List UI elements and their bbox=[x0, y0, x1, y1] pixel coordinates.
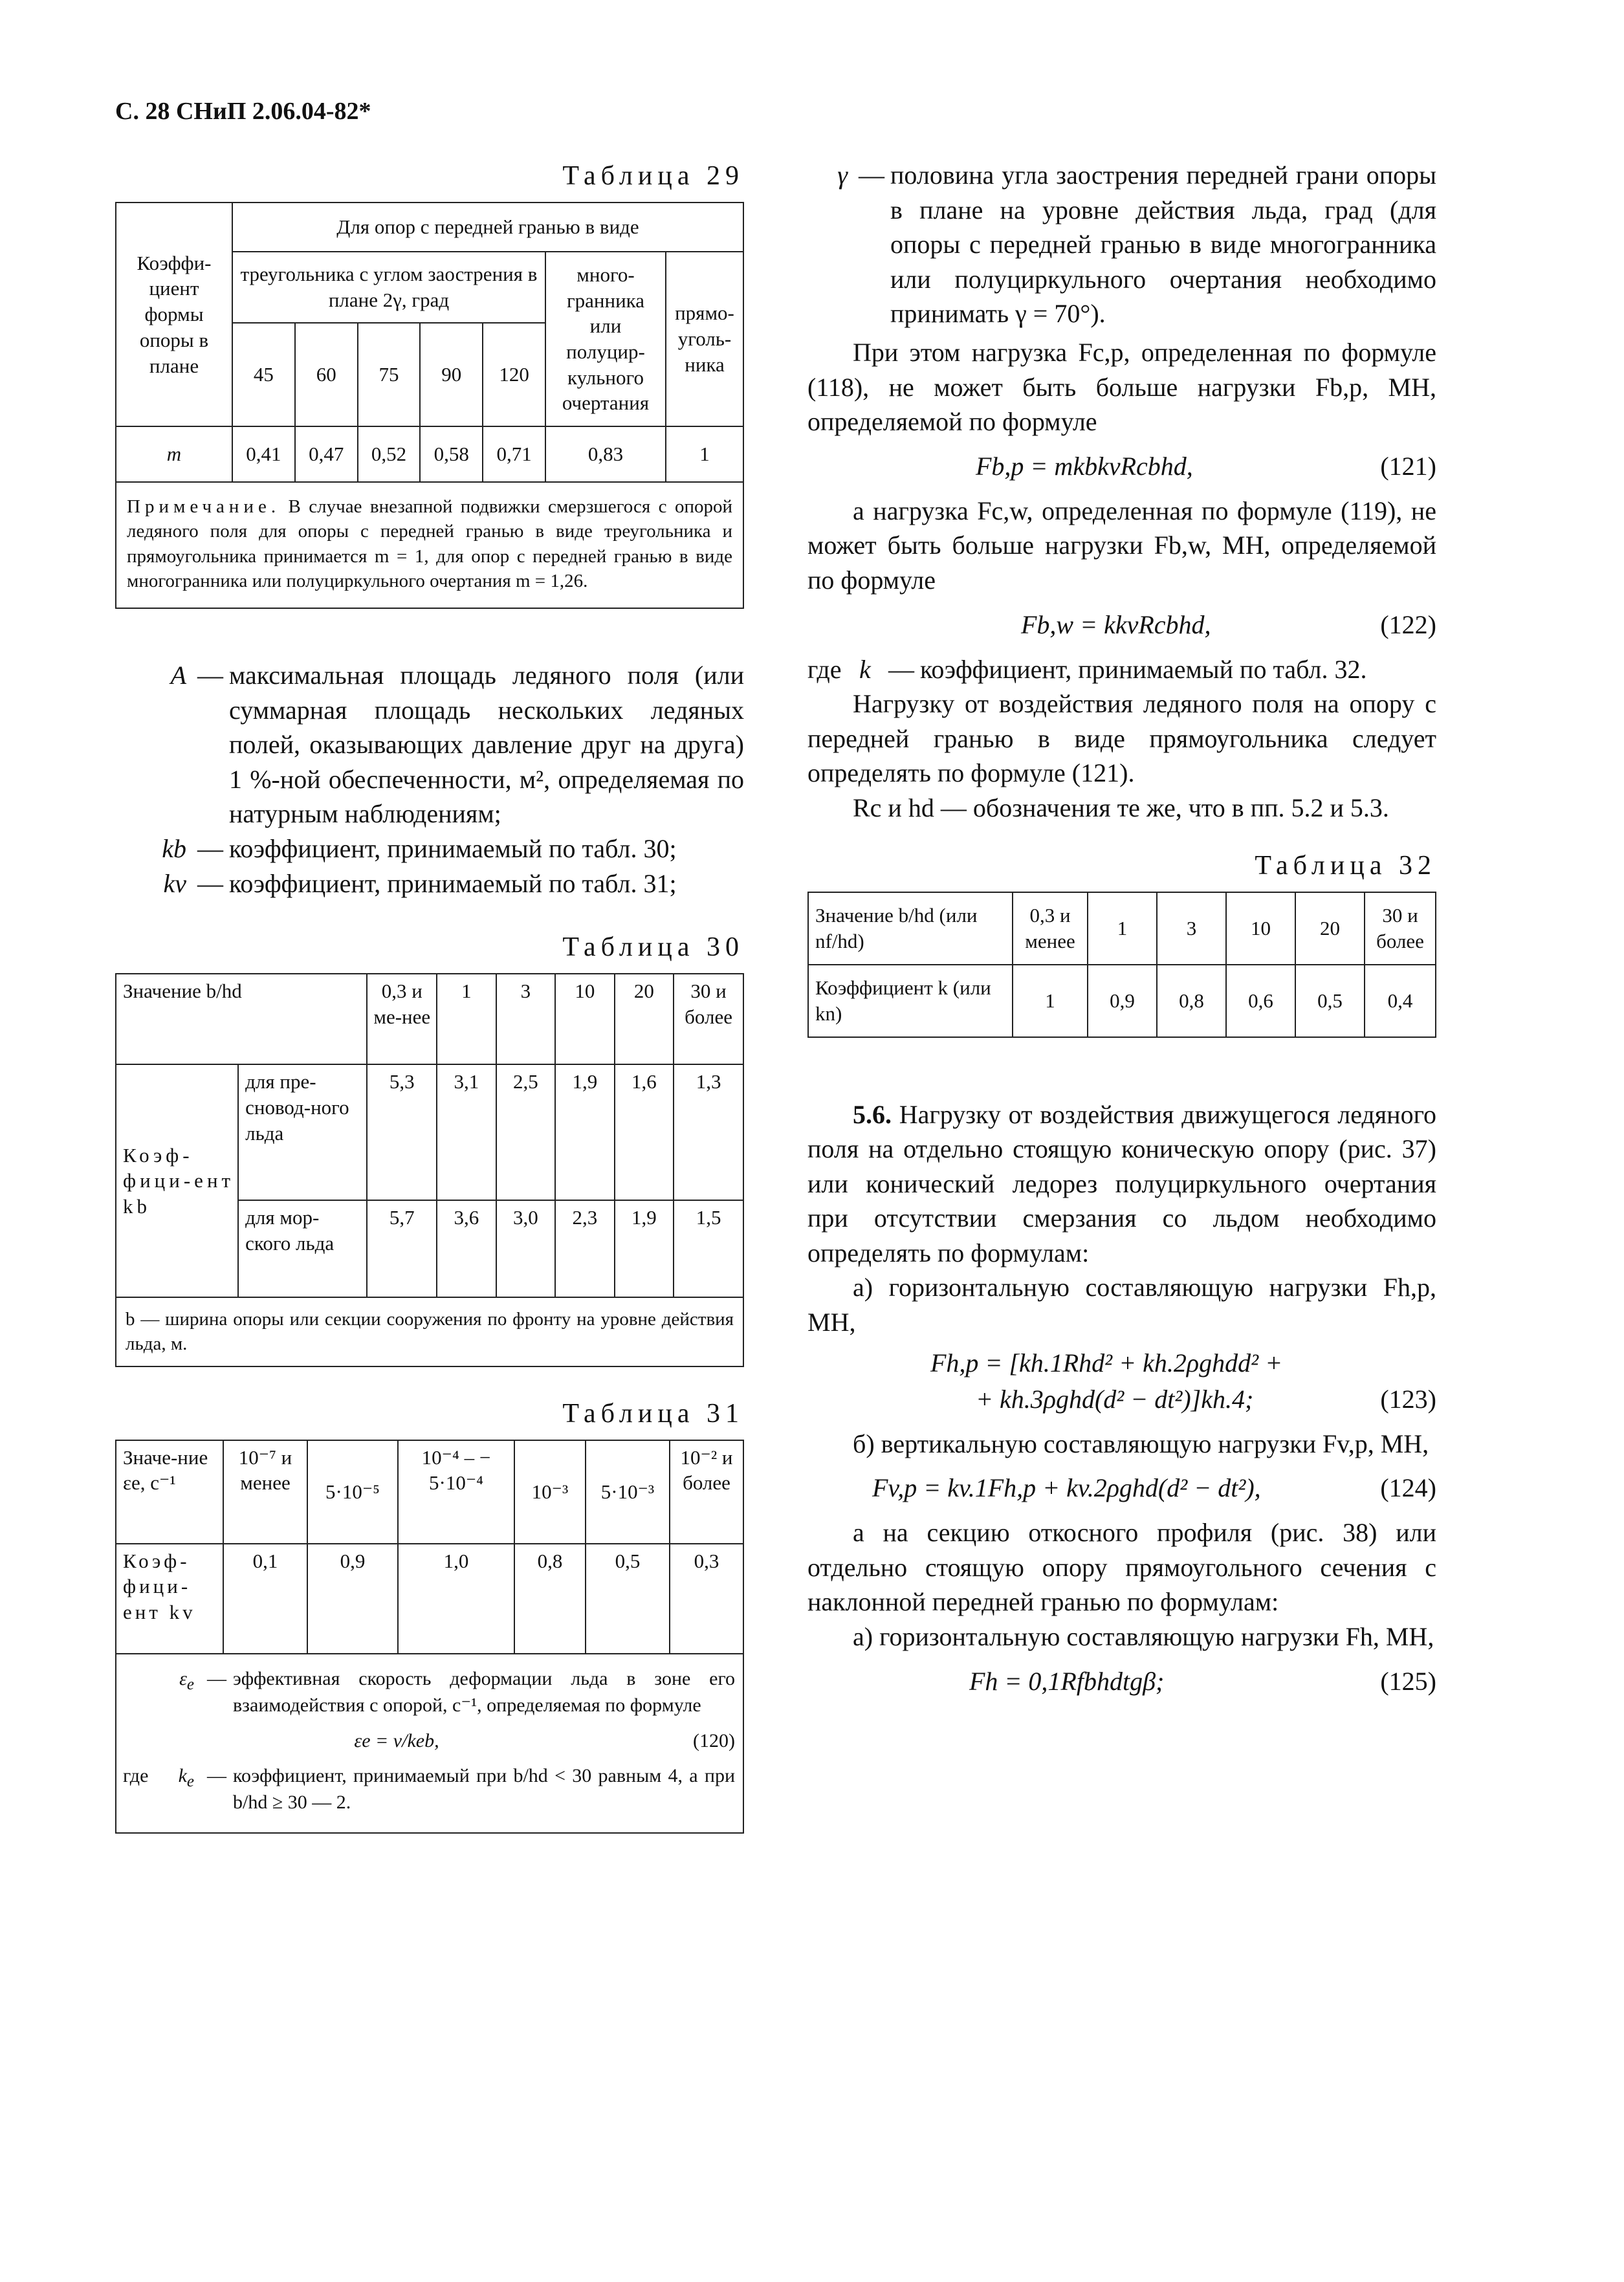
item-a1: а) горизонтальную составляющую нагрузки Fh,p, МН, bbox=[807, 1273, 1436, 1337]
t31-def1: эффективная скорость деформации льда в зоне его взаимодействия с опорой, с⁻¹, определяемая по формуле bbox=[233, 1667, 735, 1716]
t30-col: 10 bbox=[555, 974, 615, 1064]
t30-value: 1,9 bbox=[615, 1200, 674, 1297]
t29-value: 0,83 bbox=[545, 426, 666, 482]
t29-angle: 45 bbox=[232, 323, 295, 426]
paragraph-4: Rc и hd — обозначения те же, что в пп. 5.2 и 5.3. bbox=[853, 793, 1389, 822]
t29-value: 0,71 bbox=[483, 426, 545, 482]
t29-angle: 90 bbox=[420, 323, 483, 426]
formula-121: Fb,p = mkbkvRcbhd, bbox=[976, 451, 1193, 481]
t30-value: 3,1 bbox=[437, 1064, 496, 1200]
t31-col: 10⁻⁷ и менее bbox=[223, 1440, 307, 1544]
formula-125: Fh = 0,1Rfbhdtgβ; bbox=[969, 1666, 1165, 1696]
section-text: Нагрузку от воздействия движущегося ледяного поля на отдельно стоящую коническую опору (рис. 37) или конический ледорез полуциркульного очертания при отсутствии смерзания со льдом необходимо определять по формулам: bbox=[807, 1099, 1436, 1267]
t30-value: 5,7 bbox=[367, 1200, 437, 1297]
t32-value: 0,9 bbox=[1088, 965, 1157, 1037]
def-text: коэффициент, принимаемый по табл. 32. bbox=[920, 654, 1367, 684]
page-header: С. 28 СНиП 2.06.04-82* bbox=[115, 98, 371, 125]
t31-row-label: Коэф-фици-ент kv bbox=[116, 1544, 223, 1654]
t30-coef-label: Коэф-фици-ент kb bbox=[116, 1064, 238, 1297]
t32-col: 20 bbox=[1295, 892, 1365, 965]
table32-caption: Таблица 32 bbox=[1255, 850, 1436, 881]
def-symbol: kb bbox=[162, 834, 186, 864]
t29-angle: 120 bbox=[483, 323, 545, 426]
t29-coef-header: Коэффи-циент формы опоры в плане bbox=[116, 203, 232, 426]
t32-label-header: Значение b/hd (или nf/hd) bbox=[808, 892, 1013, 965]
table-31 bbox=[115, 1440, 744, 1834]
def-gamma: γ — половина угла заострения передней грани опоры в плане на уровне действия льда, град (для опоры с передней гранью в виде многогранника или полуциркульного очертания необходимо принимать γ = 70°). bbox=[807, 158, 1436, 331]
def-symbol: A bbox=[170, 661, 186, 690]
t29-note bbox=[116, 482, 743, 608]
item-a2: а) горизонтальную составляющую нагрузки Fh, МН, bbox=[853, 1622, 1434, 1652]
formula-121-row bbox=[807, 448, 1436, 485]
t31-def2: коэффициент, принимаемый при b/hd < 30 равным 4, а при b/hd ≥ 30 — 2. bbox=[233, 1764, 735, 1813]
t31-def-eps: $\varepsilon_e$ — эффективная скорость деформации льда в зоне его взаимодействия с опорой, с⁻¹, определяемая по формуле bbox=[123, 1666, 735, 1719]
formula-124-num: (124) bbox=[1380, 1473, 1436, 1503]
formula-121-num: (121) bbox=[1380, 451, 1436, 481]
table31-caption: Таблица 31 bbox=[562, 1398, 744, 1429]
t29-group-header: Для опор с передней гранью в виде bbox=[232, 203, 743, 252]
t30-col: 30 и более bbox=[674, 974, 743, 1064]
t30-col: 3 bbox=[496, 974, 556, 1064]
t31-value: 0,8 bbox=[514, 1544, 586, 1654]
left-column bbox=[115, 155, 744, 1834]
formula-122-num: (122) bbox=[1380, 609, 1436, 639]
t30-row2-label: для мор-ского льда bbox=[238, 1200, 367, 1297]
def-A: A — максимальная площадь ледяного поля (или суммарная площадь нескольких ледяных полей, оказывающих давление друг на друга) 1 %-ной обеспеченности, м², определяемая по натурным наблюдениям; bbox=[115, 658, 744, 831]
k-where: где bbox=[807, 654, 842, 684]
t32-col: 10 bbox=[1226, 892, 1295, 965]
t31-formula bbox=[123, 1729, 735, 1753]
formula-123-line1: Fh,p = [kh.1Rhd² + kh.2ρghdd² + bbox=[930, 1348, 1283, 1377]
t29-value: 0,58 bbox=[420, 426, 483, 482]
formula-122-row bbox=[807, 607, 1436, 643]
t31-notes bbox=[116, 1654, 743, 1834]
table-29 bbox=[115, 202, 744, 609]
t29-value: 0,47 bbox=[295, 426, 358, 482]
t30-col: 1 bbox=[437, 974, 496, 1064]
t32-row-label: Коэффициент k (или kn) bbox=[808, 965, 1013, 1037]
t30-value: 2,3 bbox=[555, 1200, 615, 1297]
t32-col: 0,3 и менее bbox=[1013, 892, 1088, 965]
t31-col: 10⁻² и более bbox=[670, 1440, 743, 1544]
t30-value: 3,0 bbox=[496, 1200, 556, 1297]
def-text: максимальная площадь ледяного поля (или суммарная площадь нескольких ледяных полей, оказывающих давление друг на друга) 1 %-ной обеспеченности, м², определяемая по натурным наблюдениям; bbox=[229, 661, 744, 829]
t31-col: 10⁻³ bbox=[514, 1440, 586, 1544]
formula-120: εe = v/keb, bbox=[354, 1730, 439, 1752]
formula-122: Fb,w = kkvRcbhd, bbox=[1021, 609, 1211, 639]
def-kb: kb — коэффициент, принимаемый по табл. 30; bbox=[115, 831, 744, 866]
t30-value: 2,5 bbox=[496, 1064, 556, 1200]
table-30 bbox=[115, 973, 744, 1367]
t31-label-header: Значе-ние εe, с⁻¹ bbox=[116, 1440, 223, 1544]
t30-value: 5,3 bbox=[367, 1064, 437, 1200]
t32-value: 0,8 bbox=[1157, 965, 1226, 1037]
t30-value-header: Значение b/hd bbox=[116, 974, 367, 1064]
t31-value: 0,3 bbox=[670, 1544, 743, 1654]
t30-value: 3,6 bbox=[437, 1200, 496, 1297]
formula-125-num: (125) bbox=[1380, 1666, 1436, 1696]
t31-value: 0,1 bbox=[223, 1544, 307, 1654]
t31-where: где bbox=[123, 1764, 149, 1786]
paragraph-2: а нагрузка Fc,w, определенная по формуле (119), не может быть больше нагрузки Fb,w, МН, определяемой по формуле bbox=[807, 496, 1436, 595]
t29-note-title: Примечание. bbox=[127, 496, 281, 517]
formula-123-line2: + kh.3ρghd(d² − dt²)]kh.4; bbox=[976, 1384, 1254, 1414]
t31-def-ke: где $k_e$ — коэффициент, принимаемый при b/hd < 30 равным 4, а при b/hd ≥ 30 — 2. bbox=[123, 1763, 735, 1816]
t29-rect-header: прямо-уголь-ника bbox=[666, 252, 743, 426]
t32-value: 0,6 bbox=[1226, 965, 1295, 1037]
t31-col: 10⁻⁴ – − 5·10⁻⁴ bbox=[398, 1440, 514, 1544]
t30-col: 0,3 и ме-нее bbox=[367, 974, 437, 1064]
right-column bbox=[807, 155, 1436, 1709]
def-k: где k — коэффициент, принимаемый по табл. 32. bbox=[807, 652, 1436, 687]
t29-value: 0,41 bbox=[232, 426, 295, 482]
table-32 bbox=[807, 892, 1436, 1038]
t30-value: 1,5 bbox=[674, 1200, 743, 1297]
formula-123-block bbox=[807, 1345, 1436, 1418]
t30-col: 20 bbox=[615, 974, 674, 1064]
def-text: коэффициент, принимаемый по табл. 31; bbox=[229, 868, 677, 898]
formula-124: Fv,p = kv.1Fh,p + kv.2ρghd(d² − dt²), bbox=[872, 1473, 1261, 1503]
item-b1: б) вертикальную составляющую нагрузки Fv,p, МН, bbox=[853, 1429, 1429, 1458]
t29-angle: 75 bbox=[358, 323, 421, 426]
t31-col: 5·10⁻³ bbox=[586, 1440, 670, 1544]
paragraph-1: При этом нагрузка Fc,p, определенная по формуле (118), не может быть больше нагрузки Fb,p, МН, определяемой по формуле bbox=[807, 337, 1436, 437]
paragraph-3: Нагрузку от воздействия ледяного поля на опору с передней гранью в виде прямоугольника следует определять по формуле (121). bbox=[807, 689, 1436, 788]
def-symbol: kv bbox=[163, 868, 186, 898]
t29-poly-header: много-гранника или полуцир-кульного очертания bbox=[545, 252, 666, 426]
t31-value: 1,0 bbox=[398, 1544, 514, 1654]
t29-row-label: m bbox=[116, 426, 232, 482]
t31-value: 0,5 bbox=[586, 1544, 670, 1654]
t32-col: 30 и более bbox=[1365, 892, 1436, 965]
t31-value: 0,9 bbox=[307, 1544, 398, 1654]
t32-col: 1 bbox=[1088, 892, 1157, 965]
t32-value: 0,4 bbox=[1365, 965, 1436, 1037]
t29-note-text: В случае внезапной подвижки смерзшегося с опорой ледяного поля для опоры с передней гранью в виде треугольника и прямоугольника принимается m = 1, для опор с передней гранью в виде многогранника или полуциркульного очертания m = 1,26. bbox=[127, 496, 733, 591]
t32-value: 1 bbox=[1013, 965, 1088, 1037]
formula-124-row bbox=[807, 1470, 1436, 1506]
t30-value: 1,6 bbox=[615, 1064, 674, 1200]
def-text: коэффициент, принимаемый по табл. 30; bbox=[229, 834, 677, 864]
t32-value: 0,5 bbox=[1295, 965, 1365, 1037]
t32-col: 3 bbox=[1157, 892, 1226, 965]
t30-row1-label: для пре-сновод-ного льда bbox=[238, 1064, 367, 1200]
table29-caption: Таблица 29 bbox=[562, 161, 744, 191]
section-5-6 bbox=[807, 1097, 1436, 1271]
t30-value: 1,3 bbox=[674, 1064, 743, 1200]
table30-caption: Таблица 30 bbox=[562, 932, 744, 963]
t29-triangle-header: треугольника с углом заострения в плане 2γ, град bbox=[232, 252, 545, 323]
paragraph-5: а на секцию откосного профиля (рис. 38) или отдельно стоящую опору прямоугольного сечения с наклонной передней гранью по формулам: bbox=[807, 1518, 1436, 1617]
t29-angle: 60 bbox=[295, 323, 358, 426]
t29-value: 1 bbox=[666, 426, 743, 482]
def-kv: kv — коэффициент, принимаемый по табл. 31; bbox=[115, 866, 744, 901]
t29-value: 0,52 bbox=[358, 426, 421, 482]
def-text: половина угла заострения передней грани опоры в плане на уровне действия льда, град (для опоры с передней гранью в виде многогранника или полуциркульного очертания необходимо принимать γ = 70°). bbox=[890, 160, 1436, 329]
section-number: 5.6. bbox=[853, 1099, 892, 1129]
formula-120-num: (120) bbox=[693, 1730, 735, 1752]
formula-123-num: (123) bbox=[1380, 1384, 1436, 1414]
formula-125-row bbox=[807, 1663, 1436, 1700]
t30-value: 1,9 bbox=[555, 1064, 615, 1200]
t31-col: 5·10⁻⁵ bbox=[307, 1440, 398, 1544]
t30-note: b — ширина опоры или секции сооружения по фронту на уровне действия льда, м. bbox=[116, 1297, 743, 1366]
